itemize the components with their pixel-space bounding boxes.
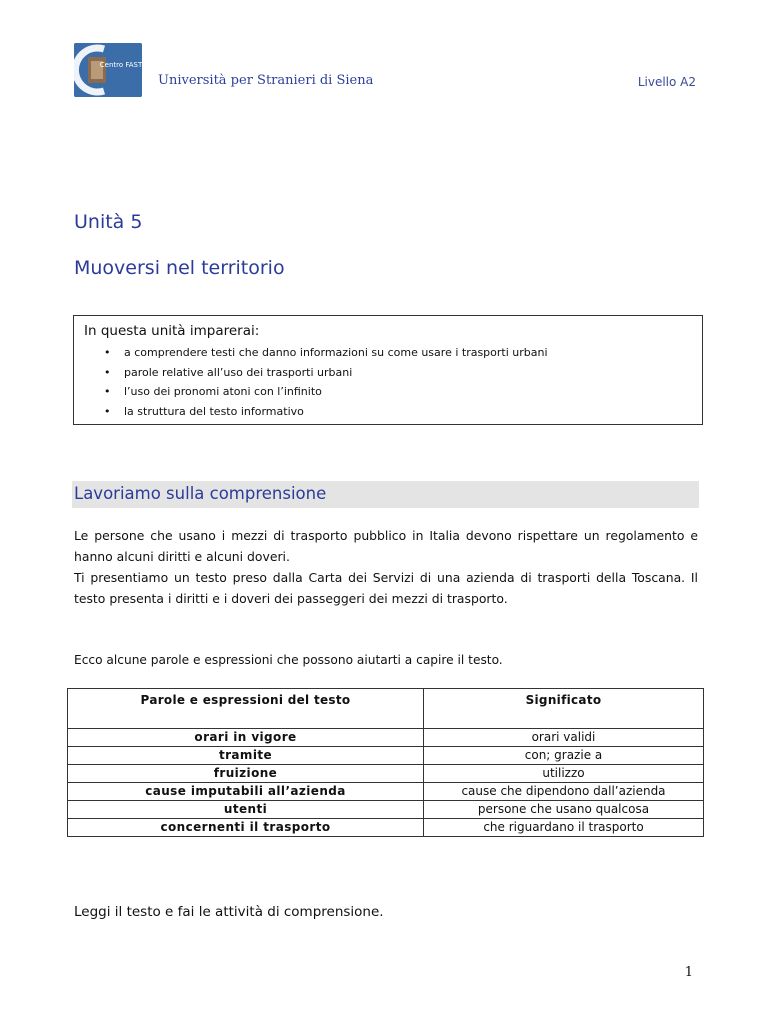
paragraph-intro: Le persone che usano i mezzi di trasporto pubblico in Italia devono rispettare un regolamento e hanno alcuni diritti e alcuni doveri. [74, 528, 698, 564]
meaning-cell: orari validi [424, 729, 704, 747]
column-header-meaning: Significato [424, 689, 704, 729]
term-cell: orari in vigore [68, 729, 424, 747]
meaning-cell: che riguardano il trasporto [424, 819, 704, 837]
section-header [72, 481, 699, 508]
table-header-row [68, 689, 704, 729]
objectives-heading: In questa unità imparerai: [84, 323, 260, 339]
instruction-text: Leggi il testo e fai le attività di comprensione. [74, 904, 384, 920]
table-row [68, 783, 704, 801]
column-header-terms: Parole e espressioni del testo [68, 689, 424, 729]
meaning-cell: con; grazie a [424, 747, 704, 765]
level-label: Livello A2 [637, 75, 696, 89]
meaning-cell: cause che dipendono dall’azienda [424, 783, 704, 801]
logo-text: Centro FAST [99, 61, 142, 69]
objective-item: • l’uso dei pronomi atoni con l’infinito [124, 382, 702, 402]
term-cell: concernenti il trasporto [68, 819, 424, 837]
objectives-box [73, 315, 703, 425]
objective-item: • a comprendere testi che danno informazioni su come usare i trasporti urbani [124, 343, 702, 363]
table-row [68, 729, 704, 747]
unit-title: Unità 5 [74, 211, 143, 233]
meaning-cell: persone che usano qualcosa [424, 801, 704, 819]
centro-fast-logo [74, 43, 142, 97]
page-number: 1 [684, 965, 693, 980]
university-name: Università per Stranieri di Siena [158, 73, 374, 88]
term-cell: fruizione [68, 765, 424, 783]
meaning-cell: utilizzo [424, 765, 704, 783]
unit-subtitle: Muoversi nel territorio [74, 257, 285, 279]
section-title: Lavoriamo sulla comprensione [74, 484, 327, 503]
term-cell: utenti [68, 801, 424, 819]
table-row [68, 765, 704, 783]
table-row [68, 747, 704, 765]
objective-item: • parole relative all’uso dei trasporti urbani [124, 363, 702, 383]
objectives-list [84, 343, 702, 421]
paragraph-description: Ti presentiamo un testo preso dalla Carta dei Servizi di una azienda di trasporti della Toscana. Il testo presenta i diritti e i doveri dei passeggeri dei mezzi di trasporto. [74, 570, 698, 606]
term-cell: tramite [68, 747, 424, 765]
table-row [68, 819, 704, 837]
table-row [68, 801, 704, 819]
objective-item: • la struttura del testo informativo [124, 402, 702, 422]
glossary-table [67, 688, 704, 837]
term-cell: cause imputabili all’azienda [68, 783, 424, 801]
glossary-intro: Ecco alcune parole e espressioni che possono aiutarti a capire il testo. [74, 653, 503, 667]
